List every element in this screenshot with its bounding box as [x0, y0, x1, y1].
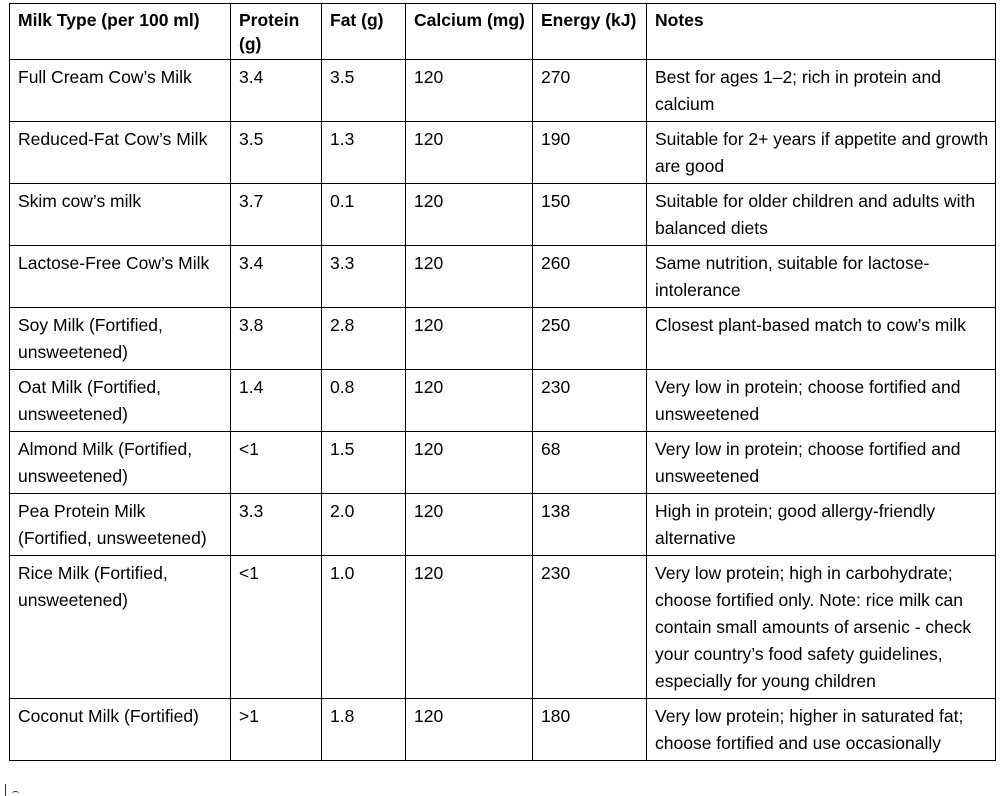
cell-protein: 3.8: [231, 308, 322, 370]
table-row: [10, 432, 996, 494]
cell-energy: 250: [533, 308, 647, 370]
page-edge-artifact: [2, 784, 32, 796]
cell-milk-type: Lactose-Free Cow’s Milk: [10, 246, 231, 308]
cell-calcium: 120: [406, 60, 533, 122]
cell-protein: >1: [231, 699, 322, 761]
cell-calcium: 120: [406, 494, 533, 556]
cell-fat: 2.8: [322, 308, 406, 370]
table-row: [10, 308, 996, 370]
table-row: [10, 556, 996, 699]
cell-notes: Closest plant-based match to cow’s milk: [647, 308, 996, 370]
cell-milk-type: Coconut Milk (Fortified): [10, 699, 231, 761]
cell-milk-type: Reduced-Fat Cow’s Milk: [10, 122, 231, 184]
cell-fat: 1.8: [322, 699, 406, 761]
table-row: [10, 699, 996, 761]
cell-fat: 3.5: [322, 60, 406, 122]
table-row: [10, 184, 996, 246]
cell-fat: 3.3: [322, 246, 406, 308]
cell-calcium: 120: [406, 184, 533, 246]
cell-notes: High in protein; good allergy-friendly alternative: [647, 494, 996, 556]
cell-notes: Suitable for 2+ years if appetite and growth are good: [647, 122, 996, 184]
cell-calcium: 120: [406, 246, 533, 308]
cell-milk-type: Oat Milk (Fortified, unsweetened): [10, 370, 231, 432]
milk-comparison-table-container: [9, 3, 995, 761]
cell-calcium: 120: [406, 556, 533, 699]
cell-energy: 230: [533, 370, 647, 432]
cell-energy: 230: [533, 556, 647, 699]
cell-calcium: 120: [406, 699, 533, 761]
cell-fat: 0.1: [322, 184, 406, 246]
artifact-mark: [12, 791, 19, 796]
cell-milk-type: Skim cow’s milk: [10, 184, 231, 246]
artifact-bar: [5, 784, 6, 796]
cell-fat: 0.8: [322, 370, 406, 432]
cell-protein: <1: [231, 556, 322, 699]
header-milk-type: Milk Type (per 100 ml): [10, 4, 231, 60]
cell-calcium: 120: [406, 308, 533, 370]
cell-energy: 260: [533, 246, 647, 308]
cell-energy: 138: [533, 494, 647, 556]
table-header-row: [10, 4, 996, 60]
cell-protein: 3.7: [231, 184, 322, 246]
cell-milk-type: Pea Protein Milk (Fortified, unsweetened): [10, 494, 231, 556]
cell-energy: 180: [533, 699, 647, 761]
table-row: [10, 494, 996, 556]
cell-milk-type: Full Cream Cow’s Milk: [10, 60, 231, 122]
cell-calcium: 120: [406, 370, 533, 432]
header-protein: Protein (g): [231, 4, 322, 60]
cell-notes: Very low protein; higher in saturated fat; choose fortified and use occasionally: [647, 699, 996, 761]
cell-protein: 3.5: [231, 122, 322, 184]
table-row: [10, 246, 996, 308]
cell-milk-type: Rice Milk (Fortified, unsweetened): [10, 556, 231, 699]
cell-protein: 3.4: [231, 246, 322, 308]
cell-milk-type: Soy Milk (Fortified, unsweetened): [10, 308, 231, 370]
header-energy: Energy (kJ): [533, 4, 647, 60]
cell-energy: 190: [533, 122, 647, 184]
table-row: [10, 370, 996, 432]
cell-protein: 3.3: [231, 494, 322, 556]
cell-fat: 1.0: [322, 556, 406, 699]
cell-notes: Same nutrition, suitable for lactose-intolerance: [647, 246, 996, 308]
header-fat: Fat (g): [322, 4, 406, 60]
cell-fat: 1.5: [322, 432, 406, 494]
cell-fat: 1.3: [322, 122, 406, 184]
cell-fat: 2.0: [322, 494, 406, 556]
cell-energy: 68: [533, 432, 647, 494]
table-row: [10, 60, 996, 122]
cell-notes: Suitable for older children and adults with balanced diets: [647, 184, 996, 246]
cell-energy: 150: [533, 184, 647, 246]
cell-notes: Very low in protein; choose fortified and unsweetened: [647, 370, 996, 432]
cell-notes: Very low protein; high in carbohydrate; choose fortified only. Note: rice milk can contain small amounts of arsenic - check your country’s food safety guidelines, especially for young children: [647, 556, 996, 699]
table-row: [10, 122, 996, 184]
cell-notes: Very low in protein; choose fortified and unsweetened: [647, 432, 996, 494]
header-notes: Notes: [647, 4, 996, 60]
cell-protein: 1.4: [231, 370, 322, 432]
cell-calcium: 120: [406, 432, 533, 494]
cell-protein: 3.4: [231, 60, 322, 122]
cell-energy: 270: [533, 60, 647, 122]
milk-comparison-table: [9, 3, 996, 761]
header-calcium: Calcium (mg): [406, 4, 533, 60]
cell-notes: Best for ages 1–2; rich in protein and calcium: [647, 60, 996, 122]
cell-milk-type: Almond Milk (Fortified, unsweetened): [10, 432, 231, 494]
cell-calcium: 120: [406, 122, 533, 184]
cell-protein: <1: [231, 432, 322, 494]
